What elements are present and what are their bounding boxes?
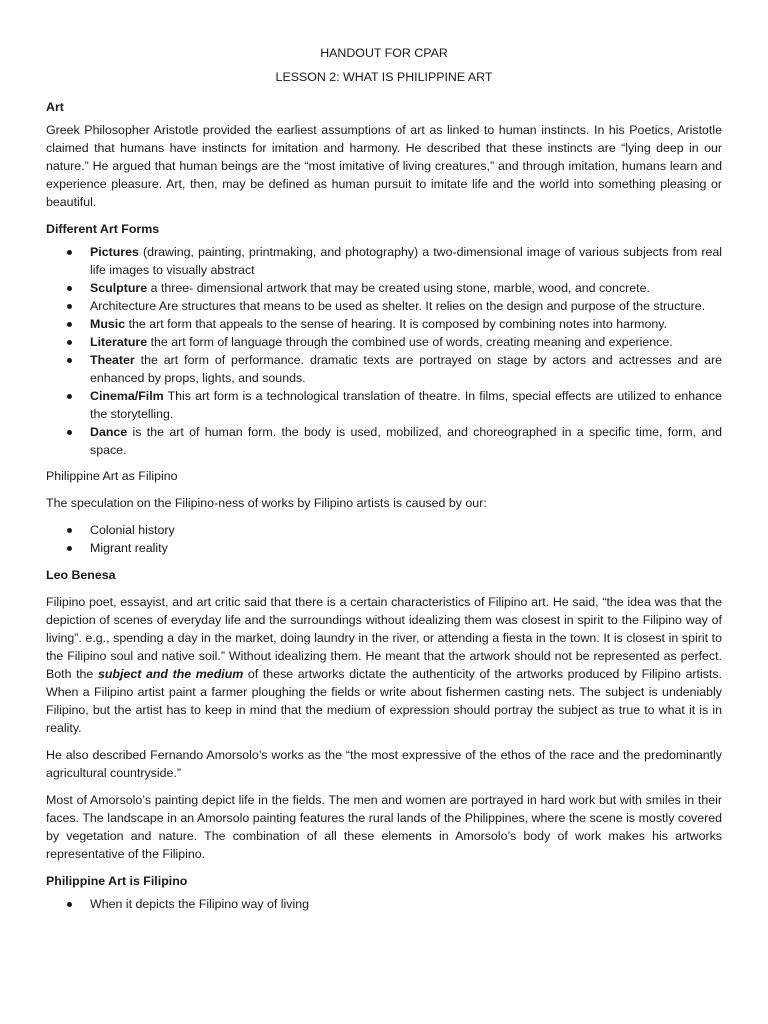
art-form-term: Literature bbox=[90, 335, 148, 349]
amorsolo-quote-paragraph: He also described Fernando Amorsolo’s works as the “the most expressive of the ethos of the race and the predominantly agricultural countryside.” bbox=[46, 748, 722, 780]
list-item bbox=[90, 387, 722, 423]
art-form-term: Sculpture bbox=[90, 281, 148, 295]
list-item bbox=[90, 279, 722, 297]
art-form-description: (drawing, painting, printmaking, and photography) a two-dimensional image of various subjects from real life images to visually abstract bbox=[90, 245, 722, 277]
leo-benesa-paragraph bbox=[46, 593, 722, 737]
art-form-description: the art form of language through the combined use of words, creating meaning and experience. bbox=[147, 335, 673, 349]
art-forms-heading: Different Art Forms bbox=[46, 222, 160, 236]
art-form-term: Theater bbox=[90, 353, 135, 367]
list-item: Migrant reality bbox=[90, 539, 722, 557]
art-form-description: a three- dimensional artwork that may be created using stone, marble, wood, and concrete. bbox=[147, 281, 650, 295]
list-item: When it depicts the Filipino way of living bbox=[90, 895, 722, 913]
paragraph-text: of these artworks dictate the authenticity of the artworks produced by Filipino artists. When a Filipino artist paint a farmer ploughing the fields or write about fishermen casting nets. The subject is undeniably Filipino, but the artist has to keep in mind that the medium of expression should portray the subject as true to what it is in reality. bbox=[46, 667, 723, 735]
list-item bbox=[90, 351, 722, 387]
art-form-description: is the art of human form. the body is used, mobilized, and choreographed in a specific time, form, and space. bbox=[90, 425, 722, 457]
emphasis-text: subject and the medium bbox=[97, 667, 244, 681]
list-item bbox=[90, 333, 722, 351]
art-form-description: the art form that appeals to the sense of hearing. It is composed by combining notes into harmony. bbox=[125, 317, 667, 331]
art-form-description: This art form is a technological translation of theatre. In films, special effects are utilized to enhance the storytelling. bbox=[90, 389, 722, 421]
art-heading: Art bbox=[46, 100, 64, 114]
filipino-art-label: Philippine Art as Filipino bbox=[46, 469, 178, 483]
art-form-description: Architecture Are structures that means to be used as shelter. It relies on the design and purpose of the structure. bbox=[90, 299, 706, 313]
leo-benesa-heading: Leo Benesa bbox=[46, 568, 116, 582]
art-form-description: the art form of performance. dramatic texts are portrayed on stage by actors and actresses and are enhanced by props, lights, and sounds. bbox=[90, 353, 722, 385]
list-item: Colonial history bbox=[90, 521, 722, 539]
art-form-term: Pictures bbox=[90, 245, 139, 259]
is-filipino-heading: Philippine Art is Filipino bbox=[46, 874, 188, 888]
amorsolo-paragraph: Most of Amorsolo’s painting depict life in the fields. The men and women are portrayed in hard work but with smiles in their faces. The landscape in an Amorsolo painting features the rural lands of the Philippines, where the scene is mostly covered by vegetation and nature. The combination of all these elements in Amorsolo’s body of work makes his artworks representative of the Filipino. bbox=[46, 793, 722, 861]
document-title: HANDOUT FOR CPAR bbox=[320, 46, 448, 60]
art-forms-list bbox=[46, 243, 722, 459]
art-form-term: Music bbox=[90, 317, 126, 331]
art-paragraph: Greek Philosopher Aristotle provided the earliest assumptions of art as linked to human instincts. In his Poetics, Aristotle claimed that humans have instincts for imitation and harmony. He described that these instincts are “lying deep in our nature.” He argued that human beings are the “most imitative of living creatures,” and through imitation, humans learn and experience pleasure. Art, then, may be defined as human pursuit to imitate life and the world into something pleasing or beautiful. bbox=[46, 123, 722, 209]
art-form-term: Dance bbox=[90, 425, 128, 439]
lesson-title: LESSON 2: WHAT IS PHILIPPINE ART bbox=[275, 70, 493, 84]
list-item bbox=[90, 315, 722, 333]
art-form-term: Cinema/Film bbox=[90, 389, 164, 403]
is-filipino-list bbox=[46, 895, 722, 913]
list-item bbox=[90, 243, 722, 279]
list-item bbox=[90, 297, 722, 315]
list-item bbox=[90, 423, 722, 459]
filipino-art-intro: The speculation on the Filipino-ness of works by Filipino artists is caused by our: bbox=[46, 496, 487, 510]
filipino-causes-list bbox=[46, 521, 722, 557]
paragraph-text: Filipino poet, essayist, and art critic said that there is a certain characteristics of Filipino art. He said, “the idea was that the depiction of scenes of everyday life and the surroundings without idealizing them was closest in spirit to the Filipino way of living”. e.g., spending a day in the market, doing laundry in the river, or attending a fiesta in the town. It is closest in spirit to the Filipino soul and native soil.” Without idealizing them. He meant that the artwork should not be represented as perfect. Both the bbox=[46, 595, 722, 681]
